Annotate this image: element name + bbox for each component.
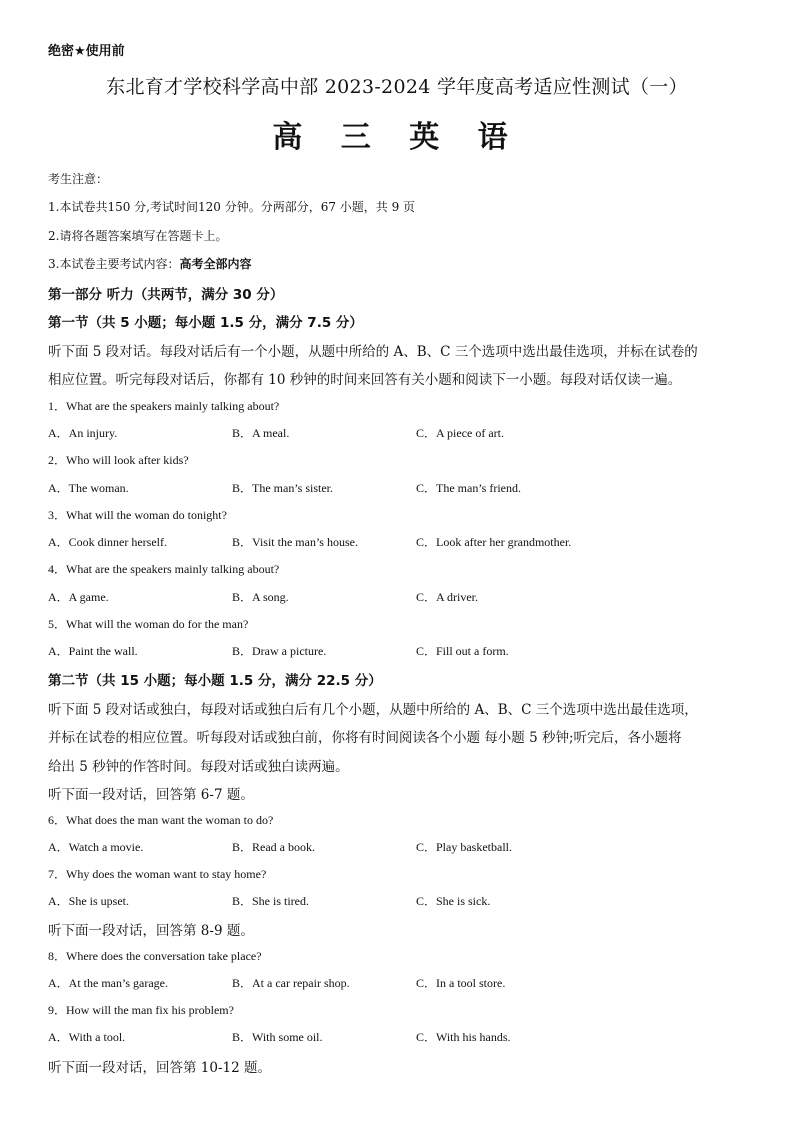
- question-1-option-a: A．An injury.: [48, 426, 118, 440]
- question-7-option-a: A．She is upset.: [48, 894, 130, 908]
- question-7: 7．Why does the woman want to stay home?: [48, 867, 267, 881]
- question-6-option-b: B．Read a book.: [232, 840, 315, 854]
- note-item-1: 1.本试卷共150 分,考试时间120 分钟。分两部分，67 小题，共 9 页: [48, 200, 416, 214]
- question-9-option-a: A．With a tool.: [48, 1030, 126, 1044]
- notes-heading: 考生注意：: [48, 172, 109, 186]
- question-5-option-c: C．Fill out a form.: [416, 644, 509, 658]
- question-9-option-c: C．With his hands.: [416, 1030, 511, 1044]
- question-9: 9．How will the man fix his problem?: [48, 1003, 234, 1017]
- question-1-option-c: C．A piece of art.: [416, 426, 504, 440]
- question-4-option-a: A．A game.: [48, 590, 109, 604]
- question-6-option-a: A．Watch a movie.: [48, 840, 144, 854]
- part1-heading: 第一部分 听力（共两节，满分 30 分）: [48, 287, 284, 303]
- question-8-option-c: C．In a tool store.: [416, 976, 506, 990]
- note-item-3-bold: 高考全部内容: [179, 257, 252, 271]
- question-3-option-b: B．Visit the man’s house.: [232, 535, 358, 549]
- dialogue-lead-6-7: 听下面一段对话，回答第 6-7 题。: [48, 787, 254, 803]
- question-1: 1．What are the speakers mainly talking about?: [48, 399, 280, 413]
- section2-instruction-line1: 听下面 5 段对话或独白，每段对话或独白后有几个小题，从题中所给的 A、B、C 三个选项中选出最佳选项，: [48, 702, 698, 718]
- question-7-option-b: B．She is tired.: [232, 894, 309, 908]
- dialogue-lead-8-9: 听下面一段对话，回答第 8-9 题。: [48, 923, 254, 939]
- exam-title: 东北育才学校科学高中部 2023-2024 学年度高考适应性测试（一）: [106, 76, 688, 98]
- question-2: 2．Who will look after kids?: [48, 453, 189, 467]
- question-6-option-c: C．Play basketball.: [416, 840, 512, 854]
- note-item-3: [48, 255, 251, 272]
- question-6: 6．What does the man want the woman to do?: [48, 813, 274, 827]
- question-3: 3．What will the woman do tonight?: [48, 508, 227, 522]
- section1-instruction-line2: 相应位置。听完每段对话后，你都有 10 秒钟的时间来回答有关小题和阅读下一小题。每段对话仅读一遍。: [48, 372, 682, 388]
- question-1-option-b: B．A meal.: [232, 426, 290, 440]
- note-item-3-prefix: 3.本试卷主要考试内容：: [48, 257, 180, 271]
- question-4-option-c: C．A driver.: [416, 590, 478, 604]
- subject-title: 高 三 英 语: [272, 120, 522, 155]
- question-9-option-b: B．With some oil.: [232, 1030, 323, 1044]
- question-3-option-c: C．Look after her grandmother.: [416, 535, 572, 549]
- confidential-label: 绝密★使用前: [48, 44, 125, 59]
- question-8-option-a: A．At the man’s garage.: [48, 976, 168, 990]
- question-2-option-c: C．The man’s friend.: [416, 481, 521, 495]
- question-8: 8．Where does the conversation take place?: [48, 949, 262, 963]
- section2-instruction-line3: 给出 5 秒钟的作答时间。每段对话或独白读两遍。: [48, 759, 349, 775]
- question-8-option-b: B．At a car repair shop.: [232, 976, 350, 990]
- dialogue-lead-10-12: 听下面一段对话，回答第 10-12 题。: [48, 1060, 272, 1076]
- note-item-2: 2.请将各题答案填写在答题卡上。: [48, 229, 228, 243]
- section1-instruction-line1: 听下面 5 段对话。每段对话后有一个小题，从题中所给的 A、B、C 三个选项中选出最佳选项，并标在试卷的: [48, 344, 698, 360]
- question-2-option-a: A．The woman.: [48, 481, 129, 495]
- question-5-option-a: A．Paint the wall.: [48, 644, 138, 658]
- section2-heading: 第二节（共 15 小题；每小题 1.5 分，满分 22.5 分）: [48, 673, 382, 689]
- question-7-option-c: C．She is sick.: [416, 894, 491, 908]
- question-4: 4．What are the speakers mainly talking about?: [48, 562, 280, 576]
- section1-heading: 第一节（共 5 小题；每小题 1.5 分，满分 7.5 分）: [48, 315, 363, 331]
- question-2-option-b: B．The man’s sister.: [232, 481, 333, 495]
- question-5: 5．What will the woman do for the man?: [48, 617, 249, 631]
- question-5-option-b: B．Draw a picture.: [232, 644, 327, 658]
- section2-instruction-line2: 并标在试卷的相应位置。听每段对话或独白前，你将有时间阅读各个小题 每小题 5 秒钟;听完后，各小题将: [48, 730, 682, 746]
- question-4-option-b: B．A song.: [232, 590, 289, 604]
- question-3-option-a: A．Cook dinner herself.: [48, 535, 167, 549]
